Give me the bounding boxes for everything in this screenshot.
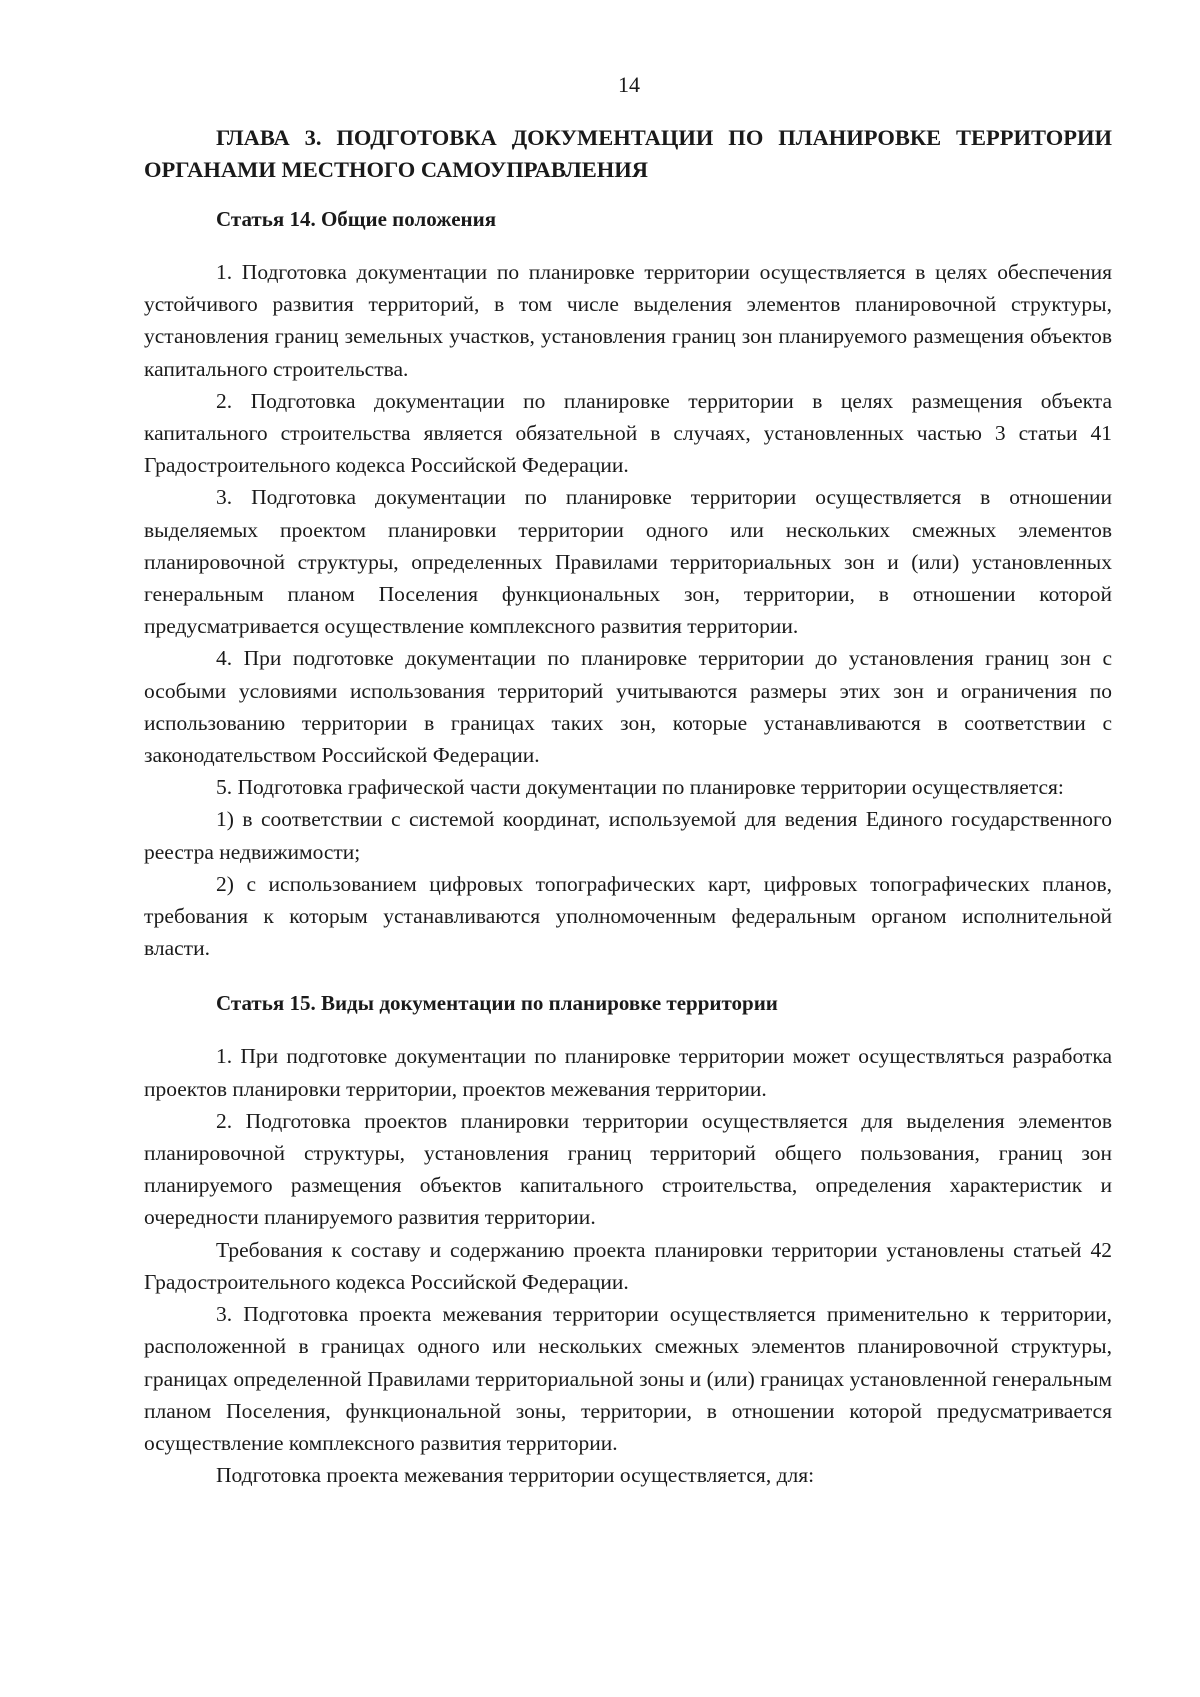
article-15-paragraph-2: 2. Подготовка проектов планировки территории осуществляется для выделения элементов планировочной структуры, установления границ территорий общего пользования, границ зон планируемого размещения объектов капитального строительства, определения характеристик и очередности планируемого развития территории. — [144, 1108, 1112, 1230]
article-15-paragraph-requirements: Требования к составу и содержанию проекта планировки территории установлены статьей 42 Градостроительного кодекса Российской Федерации. — [144, 1237, 1112, 1294]
article-15 — [144, 988, 1112, 1491]
article-14-subitem-1: 1) в соответствии с системой координат, используемой для ведения Единого государственного реестра недвижимости; — [144, 807, 1112, 864]
article-14-paragraph-4: 4. При подготовке документации по планировке территории до установления границ зон с особыми условиями использования территорий учитываются размеры этих зон и ограничения по использованию территории в границах таких зон, которые устанавливаются в соответствии с законодательством Российской Федерации. — [144, 646, 1112, 768]
article-14-subitem-2: 2) с использованием цифровых топографических карт, цифровых топографических планов, требования к которым устанавливаются уполномоченным федеральным органом исполнительной власти. — [144, 871, 1112, 961]
article-14-paragraph-5: 5. Подготовка графической части документации по планировке территории осуществляется: — [216, 775, 1064, 800]
article-15-title: Статья 15. Виды документации по планировке территории — [216, 991, 778, 1016]
article-14-title: Статья 14. Общие положения — [216, 207, 497, 231]
article-14-paragraph-1: 1. Подготовка документации по планировке территории осуществляется в целях обеспечения устойчивого развития территорий, в том числе выделения элементов планировочной структуры, установления границ земельных участков, установления границ зон планируемого размещения объектов капитального строительства. — [144, 260, 1112, 381]
chapter-title: ГЛАВА 3. ПОДГОТОВКА ДОКУМЕНТАЦИИ ПО ПЛАНИРОВКЕ ТЕРРИТОРИИ ОРГАНАМИ МЕСТНОГО САМОУПРАВЛЕНИЯ — [144, 125, 1112, 182]
article-15-paragraph-1: 1. При подготовке документации по планировке территории может осуществляться разработка проектов планировки территории, проектов межевания территории. — [144, 1044, 1112, 1101]
page-number: 14 — [618, 72, 640, 97]
article-14-paragraph-2: 2. Подготовка документации по планировке территории в целях размещения объекта капитального строительства является обязательной в случаях, установленных частью 3 статьи 41 Градостроительного кодекса Российской Федерации. — [144, 388, 1112, 478]
page-content — [144, 122, 1112, 1491]
article-15-paragraph-3: 3. Подготовка проекта межевания территории осуществляется применительно к территории, расположенной в границах одного или нескольких смежных элементов планировочной структуры, границах определенной Правилами территориальной зоны и (или) границах установленной генеральным планом Поселения, функциональной зоны, территории, в отношении которой предусматривается осуществление комплексного развития территории. — [144, 1302, 1112, 1455]
article-14 — [144, 204, 1112, 964]
article-14-paragraph-3: 3. Подготовка документации по планировке территории осуществляется в отношении выделяемых проектом планировки территории одного или нескольких смежных элементов планировочной структуры, определенных Правилами территориальных зон и (или) установленных генеральным планом Поселения функциональных зон, территории, в отношении которой предусматривается осуществление комплексного развития территории. — [144, 485, 1112, 639]
article-15-paragraph-purpose: Подготовка проекта межевания территории осуществляется, для: — [216, 1463, 815, 1488]
